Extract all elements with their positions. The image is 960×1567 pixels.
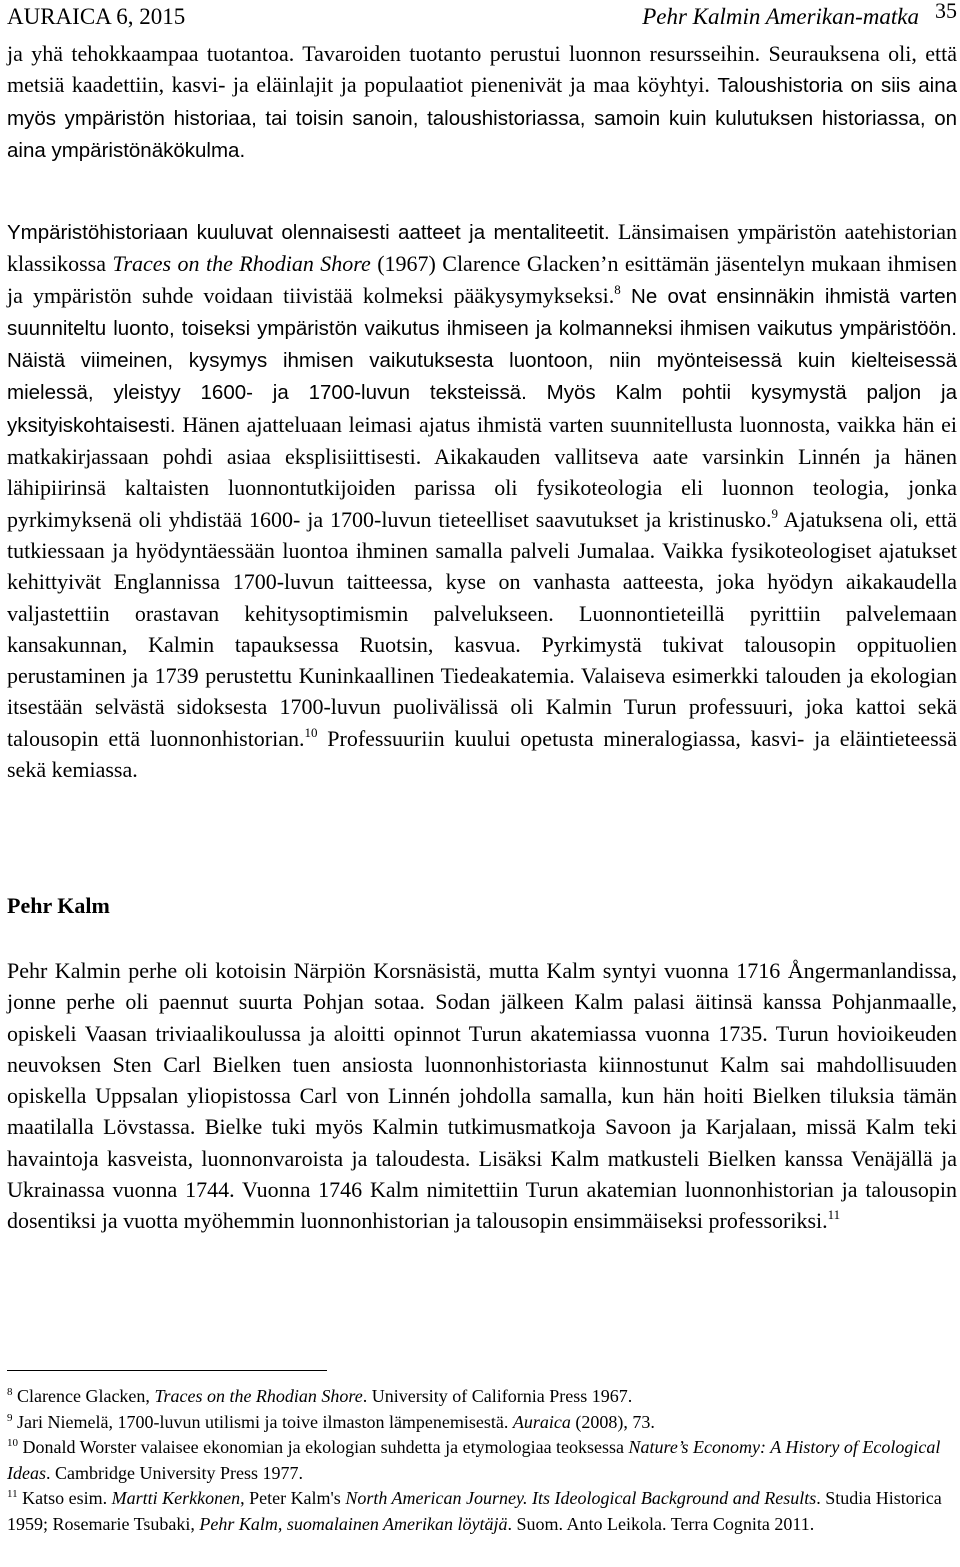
section-heading: Pehr Kalm (7, 893, 110, 918)
footnote-10 (7, 1435, 957, 1486)
paragraph-2-text: Aikakauden vallitseva aate varsinkin Linnén ja hänen lähipiirinsä kaltaisten luonnontutkijoiden parissa oli fysikoteologia eli luonnon teologia, jonka pyrkimyksenä oli yhdistää 1600- ja 1700-luvun tieteelliset saavutukset ja kristinusko. (7, 444, 958, 532)
footnote-number: 8 (7, 1386, 13, 1398)
paragraph-2-text: (1967) Clarence Glacken’n esittämän jäsentelyn mukaan ihmisen ja ympäristön suhde voidaan tiivistää kolmeksi pääkysymykseksi. (7, 251, 958, 308)
footnote-italic: Auraica (512, 1411, 571, 1432)
paragraph-1 (7, 38, 957, 166)
footnote-number: 9 (7, 1411, 13, 1424)
running-head (7, 0, 957, 34)
footnote-text: Katso esim. (17, 1488, 112, 1508)
footnote-separator (7, 1370, 327, 1371)
footnote-ref-9[interactable]: 9 (771, 505, 778, 521)
footnote-italic: Pehr Kalm, suomalainen Amerikan löytäjä (199, 1513, 508, 1534)
footnote-text: . University of California Press 1967. (362, 1386, 633, 1406)
paragraph-2-lead-sentence: Ympäristöhistoriaan kuuluvat olennaisesti aatteet ja mentaliteetit. (7, 221, 610, 244)
book-title-traces: Traces on the Rhodian Shore (112, 251, 371, 277)
footnote-number: 11 (7, 1488, 18, 1500)
footnote-italic: Martti Kerkkonen (111, 1488, 241, 1508)
paragraph-2-text: Professuuriin kuului opetusta mineralogiassa, kasvi- ja eläintieteessä sekä kemiassa. (7, 725, 957, 783)
paragraph-1-sans-text: Taloushistoria on siis aina myös ympäristön historiaa, tai toisin sanoin, taloushistoriassa, samoin kuin kulutuksen historiassa, on aina ympäristönäkökulma. (7, 74, 957, 162)
footnote-number: 10 (7, 1437, 18, 1449)
footnote-text: Jari Niemelä, 1700-luvun utilismi ja toive ilmaston lämpenemisestä. (12, 1411, 513, 1432)
footnote-italic: Traces on the Rhodian Shore (154, 1386, 363, 1406)
paragraph-3 (7, 955, 957, 1237)
footnote-11 (7, 1486, 957, 1537)
footnote-italic: North American Journey. Its Ideological Background and Results (345, 1488, 817, 1508)
journal-title: AURAICA 6, 2015 (7, 4, 186, 29)
footnote-text: (2008), 73. (570, 1411, 655, 1432)
footnote-ref-11[interactable]: 11 (827, 1207, 841, 1223)
footnote-ref-10[interactable]: 10 (304, 724, 318, 740)
paragraph-1-serif-text: ja yhä tehokkaampaa tuotantoa. Tavaroiden tuotanto perustui luonnon resursseihin. Seurauksena oli, että metsiä kaadettiin, kasvi- ja eläinlajit ja populaatiot pienenivät ja maa köyhtyi. (7, 41, 957, 98)
footnotes (7, 1384, 957, 1537)
paragraph-2-text: Hänen ajatteluaan leimasi ajatus ihmistä varten suunnitellusta luonnosta, vaikka hän ei matkakirjassaan pohdi asiaa eksplisiittisesti. (7, 411, 957, 470)
footnote-8 (7, 1384, 957, 1410)
footnote-9 (7, 1410, 957, 1436)
paragraph-2-text: Ajatuksena oli, että tutkiessaan ja hyödyntäessään luontoa ihminen samalla palveli Jumalaa. Vaikka fysikoteologiset ajatukset kehittyivät Englannissa 1700-luvun taitteessa, kyse on vanhasta aatteesta, joka hyödyn aikakaudella valjastettiin orastavan kehitysoptimismin palvelukseen. Luonnontieteillä pyrittiin palvelemaan kansakunnan, Kalmin tapauksessa Ruotsin, kasvua. Pyrkimystä tukivat talousopin oppituolien perustaminen ja 1739 perustettu Kuninkaallinen Tiedeakatemia. Valaiseva esimerkki talouden ja ekologian itsestään selvästä sidoksesta 1700-luvun puolivälissä oli Kalmin Turun professuuri, joka kattoi sekä talousopin että luonnonhistorian. (7, 506, 957, 751)
paragraph-2 (7, 216, 957, 785)
footnote-text: , Peter Kalm's (240, 1488, 346, 1508)
footnote-text: . Cambridge University Press 1977. (46, 1462, 303, 1483)
paragraph-3-text: Pehr Kalmin perhe oli kotoisin Närpiön Korsnäsistä, mutta Kalm syntyi vuonna 1716 Ångermanlandissa, jonne perhe oli paennut suurta Pohjan sotaa. Sodan jälkeen Kalm palasi äitinsä kanssa Pohjanmaalle, opiskeli Vaasan triviaalikoulussa ja aloitti opinnot Turun akatemiassa vuonna 1735. Turun hovioikeuden neuvoksen Sten Carl Bielken tuen ansiosta luonnonhistoriasta kiinnostunut Kalm sai mahdollisuuden opiskella Uppsalan yliopistossa Carl von Linnén johdolla samalla, kun hän hoiti Bielken tiluksia tämän maatilalla Lövstassa. Bielke tuki myös Kalmin tutkimusmatkoja Savoon ja Karjalaan, missä Kalm teki havaintoja kasveista, luonnonvaroista ja taloudesta. Lisäksi Kalm matkusteli Bielken kanssa Venäjällä ja Ukrainassa vuonna 1744. Vuonna 1746 Kalm nimitettiin Turun akatemian luonnonhistorian ja talousopin dosentiksi ja vuotta myöhemmin luonnonhistorian ja talousopin ensimmäiseksi professoriksi. (7, 958, 957, 1234)
footnote-text: Donald Worster valaisee ekonomian ja ekologian suhdetta ja etymologiaa teoksessa (18, 1437, 629, 1457)
footnote-italic: Nature’s Economy: A History of Ecological Ideas (7, 1437, 941, 1483)
page-number: 35 (935, 0, 957, 23)
footnote-ref-8[interactable]: 8 (614, 281, 621, 297)
footnote-text: . Studia Historica 1959; Rosemarie Tsubaki, (7, 1488, 942, 1534)
footnote-text: . Suom. Anto Leikola. Terra Cognita 2011. (507, 1513, 815, 1534)
article-title: Pehr Kalmin Amerikan-matka (642, 4, 919, 29)
footnote-text: Clarence Glacken, (12, 1386, 155, 1406)
paragraph-2-sans-text: Ne ovat ensinnäkin ihmistä varten suunniteltu luonto, toiseksi ympäristön vaikutus ihmiseen ja kolmanneksi ihmisen vaikutus ympäristöön. Näistä viimeinen, kysymys ihmisen vaikutuksesta luontoon, niin myönteisessä kuin kielteisessä mielessä, yleistyy 1600- ja 1700-luvun teksteissä. Myös Kalm pohtii kysymystä paljon ja yksityiskohtaisesti. (7, 284, 957, 437)
paragraph-2-text: Länsimaisen ympäristön aatehistorian klassikossa (7, 219, 957, 277)
